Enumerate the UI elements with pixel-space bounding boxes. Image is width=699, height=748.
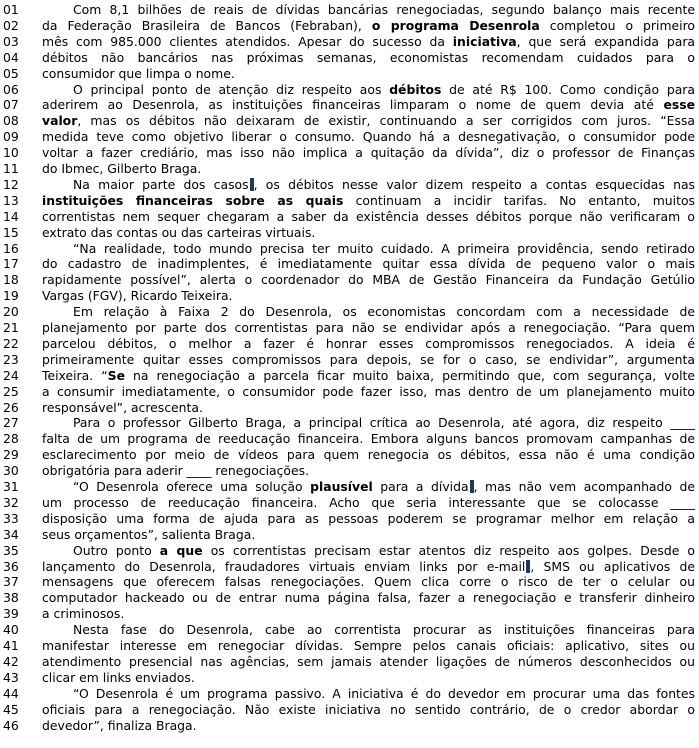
text-line	[0, 495, 699, 511]
text-segment: Em relação à Faixa 2 do Desenrola, os economistas concordam com a necessidade de	[73, 304, 695, 320]
text-segment: oficiais para a renegociação. Não existe iniciativa no sentido contrário, de o credor abordar o	[42, 701, 695, 717]
line-number: 17	[3, 256, 19, 272]
line-number: 02	[3, 17, 19, 33]
text-line	[0, 479, 699, 495]
line-text	[73, 2, 695, 18]
text-line	[0, 415, 699, 431]
text-segment: lançamento do Desenrola, fraudadores virtuais enviam links por e-mail	[42, 558, 526, 574]
line-number: 30	[3, 463, 19, 479]
text-segment: mensagens que oferecem falsas renegociações. Quem clica corre o risco de ter o celular ou	[42, 574, 695, 590]
text-segment: do cadastro de inadimplentes, é imediatamente quitar essa dívida de pequeno valor o mais	[42, 256, 695, 272]
line-text	[42, 638, 695, 654]
text-line	[0, 161, 699, 177]
text-segment: rapidamente possível”, alerta o coordenador do MBA de Gestão Financeira da Fundação Getúlio	[42, 272, 695, 288]
line-number: 39	[3, 606, 19, 622]
line-number: 01	[3, 2, 19, 17]
bold-text: o programa Desenrola	[371, 17, 540, 33]
text-segment: primeiramente quitar esses compromissos para depois, se for o caso, se endividar”, argumenta	[42, 351, 695, 367]
line-text	[42, 272, 695, 288]
text-segment: na renegociação a parcela ficar muito baixa, permitindo que, com segurança, volte	[124, 367, 696, 383]
text-line	[0, 18, 699, 34]
line-text	[42, 209, 695, 225]
text-segment: correntistas nem sequer chegaram a saber da existência desses débitos porque não verificaram o	[42, 208, 695, 224]
line-number: 45	[3, 701, 19, 717]
text-line	[0, 209, 699, 225]
text-line	[0, 590, 699, 606]
line-text	[42, 225, 695, 241]
text-line	[0, 34, 699, 50]
line-number: 25	[3, 383, 19, 399]
line-number: 35	[3, 542, 19, 558]
line-number: 09	[3, 129, 19, 145]
text-line	[0, 400, 699, 416]
line-text	[42, 463, 695, 479]
text-segment: continuam a incidir tarifas. No entanto, muitos	[343, 192, 695, 208]
text-segment: Para o professor Gilberto Braga, a principal crítica ao Desenrola, até agora, diz respeito ____	[73, 415, 695, 431]
line-text	[73, 479, 695, 495]
line-text	[42, 288, 695, 304]
text-line	[0, 256, 699, 272]
text-line	[0, 352, 699, 368]
text-segment: parcelou débitos, o melhor a fazer é honrar esses compromissos renegociados. A ideia é	[42, 335, 695, 351]
text-line	[0, 241, 699, 257]
text-segment: “Na realidade, todo mundo precisa ter muito cuidado. A primeira providência, sendo retirado	[73, 240, 695, 256]
line-number: 41	[3, 638, 19, 653]
line-number: 37	[3, 574, 19, 590]
line-number: 28	[3, 431, 19, 447]
text-segment: para a dívida	[372, 479, 469, 494]
line-number: 42	[3, 653, 19, 669]
text-line	[0, 288, 699, 304]
bold-text: a que	[159, 542, 203, 558]
text-segment: manifestar interesse em renegociar dívidas. Sempre pelos canais oficiais: aplicativo, sites ou	[42, 638, 695, 653]
text-segment: Na maior parte dos casos	[73, 176, 249, 192]
text-line	[0, 511, 699, 527]
line-number: 34	[3, 526, 19, 542]
text-segment: , mas não vem acompanhado de	[473, 479, 695, 494]
text-segment: , mas os débitos não deixaram de existir, continuando a ser corrigidos com juros. “Essa	[77, 113, 695, 129]
line-number: 33	[3, 510, 19, 526]
text-segment: esclarecimento por meio de vídeos para quem renegocia os débitos, essa não é uma condição	[42, 447, 695, 463]
text-segment: , que será expandida para	[516, 33, 696, 49]
line-number: 31	[3, 479, 19, 494]
line-number: 26	[3, 399, 19, 415]
text-segment: Vargas (FGV), Ricardo Teixeira.	[42, 288, 233, 304]
line-text	[42, 447, 695, 463]
line-number: 44	[3, 685, 19, 701]
text-segment: falta de um programa de reeducação financeira. Embora alguns bancos promovam campanhas de	[42, 431, 695, 447]
bold-text: instituições financeiras sobre as quais	[42, 192, 344, 208]
text-segment: “O Desenrola é um programa passivo. A iniciativa é do devedor em procurar uma das fontes	[73, 685, 695, 701]
line-number: 36	[3, 558, 19, 574]
line-text	[42, 559, 695, 575]
bold-text: plausível	[310, 479, 373, 494]
text-line	[0, 670, 699, 686]
line-text	[42, 511, 695, 527]
text-segment: extrato das contas ou das carteiras virtuais.	[42, 224, 316, 240]
line-number: 21	[3, 320, 19, 335]
line-number: 16	[3, 240, 19, 256]
text-segment: voltar a fazer crediário, mas isso não implica a quitação da dívida”, diz o professor de Finanças	[42, 145, 695, 161]
text-line	[0, 272, 699, 288]
bold-text: valor	[42, 113, 78, 129]
text-segment: O principal ponto de atenção diz respeito aos	[73, 81, 390, 97]
line-text	[42, 34, 695, 50]
line-text	[42, 654, 695, 670]
line-text	[42, 50, 695, 66]
text-line	[0, 718, 699, 734]
line-number: 04	[3, 49, 19, 65]
text-line	[0, 368, 699, 384]
text-line	[0, 304, 699, 320]
line-number: 10	[3, 145, 19, 161]
line-text	[42, 431, 695, 447]
text-line	[0, 622, 699, 638]
line-text	[73, 415, 695, 431]
line-number: 24	[3, 367, 19, 383]
line-text	[42, 256, 695, 272]
text-segment: seus orçamentos”, salienta Braga.	[42, 526, 256, 542]
line-text	[42, 718, 695, 734]
text-segment: atendimento presencial nas agências, sem jamais atender ligações de números desconhecidos ou	[42, 653, 695, 669]
line-text	[42, 702, 695, 718]
text-line	[0, 66, 699, 82]
text-segment: disposição uma forma de ajuda para as pessoas poderem se programar melhor em relação a	[42, 510, 695, 526]
line-text	[42, 590, 695, 606]
text-segment: aderirem ao Desenrola, as instituições financeiras limparam o nome de quem devia até	[42, 97, 664, 113]
line-number: 23	[3, 351, 19, 367]
line-text	[42, 670, 695, 686]
bold-text: Se	[107, 367, 125, 383]
text-line	[0, 431, 699, 447]
line-number: 08	[3, 113, 19, 129]
text-line	[0, 559, 699, 575]
text-line	[0, 686, 699, 702]
text-line	[0, 193, 699, 209]
line-text	[42, 384, 695, 400]
text-segment: computador hackeado ou de entrar numa página falsa, fazer a renegociação e transferir dinheiro	[42, 590, 695, 606]
text-line	[0, 527, 699, 543]
line-number: 12	[3, 176, 19, 192]
text-segment: da Federação Brasileira de Bancos (Febraban),	[42, 17, 372, 33]
line-number: 27	[3, 415, 19, 431]
text-line	[0, 463, 699, 479]
text-segment: a criminosos.	[42, 606, 125, 622]
text-segment: do Ibmec, Gilberto Braga.	[42, 161, 202, 176]
text-segment: mês com 985.000 clientes atendidos. Apesar do sucesso da	[42, 33, 453, 49]
text-line	[0, 113, 699, 129]
line-text	[42, 113, 695, 129]
text-line	[0, 177, 699, 193]
bold-text: iniciativa	[452, 33, 517, 49]
line-text	[73, 543, 695, 559]
text-segment: a consumir imediatamente, o consumidor pode fazer isso, mas dentro de um planejamento muito	[42, 383, 695, 399]
text-line	[0, 82, 699, 98]
line-number: 07	[3, 97, 19, 113]
line-text	[42, 193, 695, 209]
line-text	[42, 574, 695, 590]
text-line	[0, 2, 699, 18]
line-number: 20	[3, 304, 19, 320]
text-line	[0, 447, 699, 463]
text-segment: , os débitos nesse valor dizem respeito a contas esquecidas nas	[253, 176, 695, 192]
text-line	[0, 654, 699, 670]
text-line	[0, 225, 699, 241]
text-line	[0, 50, 699, 66]
line-text	[73, 82, 695, 98]
bold-text: débitos	[389, 81, 442, 97]
text-line	[0, 97, 699, 113]
text-segment: Nesta fase do Desenrola, cabe ao correntista procurar as instituições financeiras para	[73, 622, 695, 638]
text-segment: , SMS ou aplicativos de	[530, 558, 695, 574]
line-text	[73, 622, 695, 638]
line-text	[73, 304, 695, 320]
line-number: 43	[3, 669, 19, 685]
line-number: 40	[3, 622, 19, 638]
line-text	[73, 686, 695, 702]
line-text	[42, 320, 695, 336]
line-text	[42, 527, 695, 543]
line-text	[42, 368, 695, 384]
line-text	[42, 161, 695, 177]
text-segment: devedor”, finaliza Braga.	[42, 717, 197, 733]
line-number: 15	[3, 224, 19, 240]
line-number: 22	[3, 335, 19, 351]
line-number: 38	[3, 590, 19, 606]
line-number: 05	[3, 65, 19, 81]
line-number: 11	[3, 161, 19, 176]
line-text	[42, 18, 695, 34]
text-line	[0, 606, 699, 622]
line-text	[42, 352, 695, 368]
text-segment: responsável”, acrescenta.	[42, 399, 203, 415]
text-line	[0, 129, 699, 145]
line-text	[42, 145, 695, 161]
text-segment: Outro ponto	[73, 542, 160, 558]
text-line	[0, 543, 699, 559]
text-segment: medida teve como objetivo liberar o consumo. Quando há a desnegativação, o consumidor pode	[42, 129, 695, 145]
line-number: 46	[3, 717, 19, 733]
line-number: 13	[3, 192, 19, 208]
bold-text: esse	[663, 97, 695, 113]
line-text	[73, 241, 695, 257]
line-text	[73, 177, 695, 193]
line-text	[42, 129, 695, 145]
text-segment: de até R$ 100. Como condição para	[441, 81, 695, 97]
text-segment: obrigatória para aderir ____ renegociações.	[42, 463, 310, 479]
line-text	[42, 97, 695, 113]
text-line	[0, 384, 699, 400]
text-segment: “O Desenrola oferece uma solução	[73, 479, 311, 494]
text-segment: clicar em links enviados.	[42, 669, 195, 685]
line-text	[42, 400, 695, 416]
line-number: 19	[3, 288, 19, 304]
text-segment: um processo de reeducação financeira. Acho que seria interessante que se colocasse ____	[42, 494, 695, 510]
text-line	[0, 702, 699, 718]
text-segment: Com 8,1 bilhões de reais de dívidas bancárias renegociadas, segundo balanço mais recente	[73, 2, 695, 17]
line-number: 32	[3, 494, 19, 510]
text-line	[0, 336, 699, 352]
line-number: 06	[3, 81, 19, 97]
line-number: 14	[3, 208, 19, 224]
line-text	[42, 336, 695, 352]
text-segment: os correntistas precisam estar atentos diz respeito aos golpes. Desde o	[202, 542, 695, 558]
text-line	[0, 574, 699, 590]
text-segment: consumidor que limpa o nome.	[42, 65, 235, 81]
line-number: 29	[3, 447, 19, 463]
line-number: 03	[3, 33, 19, 49]
line-text	[42, 66, 695, 82]
text-segment: débitos não bancários nas próximas semanas, economistas recomendam cuidados para o	[42, 49, 695, 65]
text-segment: planejamento por parte dos correntistas para não se endividar após a renegociação. “Para quem	[42, 320, 695, 335]
line-text	[42, 495, 695, 511]
text-segment: Teixeira. “	[42, 367, 108, 383]
line-number: 18	[3, 272, 19, 288]
text-line	[0, 145, 699, 161]
line-text	[42, 606, 695, 622]
text-line	[0, 638, 699, 654]
text-segment: completou o primeiro	[539, 17, 695, 33]
text-line	[0, 320, 699, 336]
